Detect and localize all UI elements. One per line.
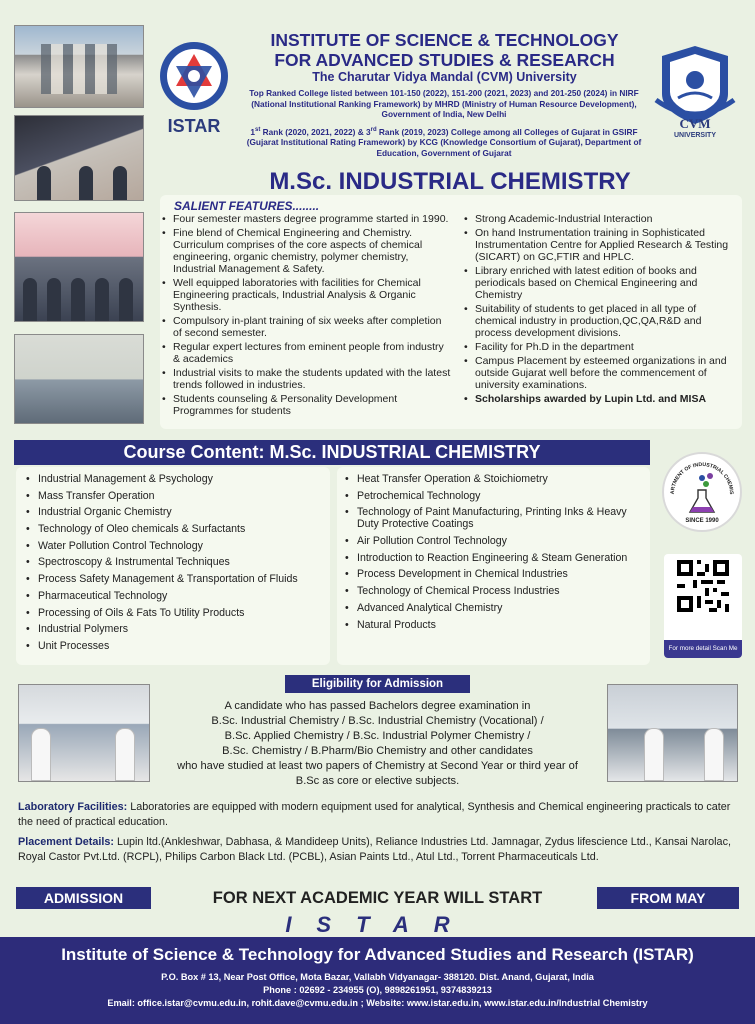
person-figure (119, 278, 133, 321)
feature-item: • Well equipped laboratories with facilities for Chemical Engineering practicals, Industrial Analysis & Organic Synthesis. (160, 277, 452, 313)
admission-month: FROM MAY (597, 887, 739, 909)
course-item: • Industrial Polymers (25, 623, 330, 635)
feature-item: • Library enriched with latest edition of books and periodicals based on Chemical Engineering and Chemistry (462, 265, 738, 301)
course-item: • Technology of Paint Manufacturing, Printing Inks & Heavy Duty Protective Coatings (344, 506, 644, 530)
salient-features-left-list (160, 213, 452, 419)
course-item: • Technology of Oleo chemicals & Surfactants (25, 523, 330, 535)
group-photo (14, 212, 144, 322)
admission-label: ADMISSION (16, 887, 151, 909)
feature-item: • Students counseling & Personality Development Programmes for students (160, 393, 452, 417)
institute-title-line1: INSTITUTE OF SCIENCE & TECHNOLOGY (270, 30, 619, 50)
svg-text:SINCE 1990: SINCE 1990 (685, 518, 719, 524)
cvm-university-logo (650, 42, 740, 138)
person-figure (704, 728, 724, 781)
course-item: • Air Pollution Control Technology (344, 535, 644, 547)
course-item: • Natural Products (344, 619, 644, 631)
course-item: • Mass Transfer Operation (25, 490, 330, 502)
qr-caption: For more detail Scan Me (664, 640, 742, 658)
eligibility-title: Eligibility for Admission (285, 675, 470, 693)
feature-item: • Scholarships awarded by Lupin Ltd. and MISA (462, 393, 738, 405)
svg-text:UNIVERSITY: UNIVERSITY (673, 132, 717, 138)
footer (0, 937, 755, 1024)
salient-features-right-list (462, 213, 738, 407)
award-photo (14, 115, 144, 201)
building-photo (14, 25, 144, 108)
course-item: • Industrial Management & Psychology (25, 473, 330, 485)
eligibility-line: B.Sc. Chemistry / B.Pharm/Bio Chemistry and other candidates (222, 745, 533, 758)
course-item: • Unit Processes (25, 640, 330, 652)
program-heading: M.Sc. INDUSTRIAL CHEMISTRY (269, 168, 631, 195)
istar-logo (148, 40, 240, 138)
qr-code-icon[interactable] (677, 560, 729, 612)
laboratory-facilities: Laboratory Facilities: Laboratories are equipped with modern equipment used for analytical, Synthesis and Chemical engineering practicals to cater the need of practical education. (18, 801, 731, 828)
qr-code-card[interactable] (664, 554, 742, 658)
course-item: • Petrochemical Technology (344, 490, 644, 502)
flask-icon (664, 454, 740, 530)
classroom-photo (14, 334, 144, 424)
eligibility-line: B.Sc. Applied Chemistry / B.Sc. Industrial Polymer Chemistry / (224, 730, 531, 743)
course-item: • Introduction to Reaction Engineering & Steam Generation (344, 552, 644, 564)
course-item: • Process Safety Management & Transportation of Fluids (25, 573, 330, 585)
course-item: • Heat Transfer Operation & Stoichiometry (344, 473, 644, 485)
person-figure (47, 278, 61, 321)
university-name: The Charutar Vidya Mandal (CVM) University (312, 70, 577, 84)
course-item: • Industrial Organic Chemistry (25, 506, 330, 518)
institute-title-line2: FOR ADVANCED STUDIES & RESEARCH (274, 50, 615, 70)
course-left-list (25, 473, 330, 657)
svg-text:DEPARTMENT OF INDUSTRIAL CHEMI: ARTMENT OF INDUSTRIAL CHEMIS (669, 461, 735, 495)
eligibility-text (155, 699, 600, 790)
course-item: • Water Pollution Control Technology (25, 540, 330, 552)
course-item: • Process Development in Chemical Industries (344, 568, 644, 580)
department-badge (662, 452, 742, 532)
footer-address-line: P.O. Box # 13, Near Post Office, Mota Bazar, Vallabh Vidyanagar- 388120. Dist. Anand, Gujarat, India (161, 972, 594, 982)
feature-item: • Suitability of students to get placed in all type of chemical industry in production,QC,QA,R&D and process development divisions. (462, 303, 738, 339)
footer-contact[interactable]: Email: office.istar@cvmu.edu.in, rohit.dave@cvmu.edu.in ; Website: www.istar.edu.in, www.istar.edu.in/Industrial Chemistry (107, 998, 648, 1008)
feature-item: • Industrial visits to make the students updated with the latest trends followed in industries. (160, 367, 452, 391)
lab-photo-left (18, 684, 150, 782)
feature-item: • On hand Instrumentation training in Sophisticated Instrumentation Centre for Applied Research & Testing (SICART) on GC,FTIR and HPLC. (462, 227, 738, 263)
lab-photo-right (607, 684, 738, 782)
feature-item: • Facility for Ph.D in the department (462, 341, 738, 353)
person-figure (113, 166, 127, 200)
eligibility-line: B.Sc as core or elective subjects. (295, 775, 460, 788)
feature-item: • Strong Academic-Industrial Interaction (462, 213, 738, 225)
person-figure (71, 278, 85, 321)
eligibility-line: who have studied at least two papers of Chemistry at Second Year or third year of (177, 760, 578, 773)
footer-institute-name: Institute of Science & Technology for Advanced Studies and Research (ISTAR) (61, 945, 694, 964)
salient-features-title: SALIENT FEATURES........ (174, 199, 320, 213)
course-item: • Technology of Chemical Process Industries (344, 585, 644, 597)
feature-item: • Four semester masters degree programme started in 1990. (160, 213, 452, 225)
istar-wordmark: ISTAR (285, 912, 475, 937)
person-figure (79, 166, 93, 200)
feature-item: • Fine blend of Chemical Engineering and Chemistry. Curriculum comprises of the core aspects of chemical engineering, organic chemistry, polymer chemistry, Industrial Management & Safety. (160, 227, 452, 275)
course-right-list (344, 473, 644, 635)
admission-message: FOR NEXT ACADEMIC YEAR WILL START (212, 889, 543, 907)
footer-phone: Phone : 02692 - 234955 (O), 9898261951, 9374839213 (263, 985, 492, 995)
feature-item: • Compulsory in-plant training of six weeks after completion of second semester. (160, 315, 452, 339)
svg-text:CVM: CVM (679, 116, 711, 131)
person-figure (95, 278, 109, 321)
person-figure (31, 728, 51, 781)
course-item: • Pharmaceutical Technology (25, 590, 330, 602)
feature-item: • Campus Placement by esteemed organizations in and outside Gujarat well before the commencement of university examinations. (462, 355, 738, 391)
person-figure (23, 278, 37, 321)
eligibility-line: A candidate who has passed Bachelors degree examination in (224, 700, 531, 712)
eligibility-line: B.Sc. Industrial Chemistry / B.Sc. Industrial Chemistry (Vocational) / (211, 715, 544, 728)
course-item: • Advanced Analytical Chemistry (344, 602, 644, 614)
course-content-title: Course Content: M.Sc. INDUSTRIAL CHEMISTRY (14, 440, 650, 465)
person-figure (37, 166, 51, 200)
course-item: • Spectroscopy & Instrumental Techniques (25, 556, 330, 568)
placement-details: Placement Details: Lupin ltd.(Ankleshwar, Dabhasa, & Mandideep Units), Reliance Industries Ltd. Jamnagar, Zydus lifescience Ltd., Kansai Narolac, Royal Castor Pvt.Ltd. (RCPL), Philips Carbon Black Ltd. (PCBL), Asian Paints Ltd., Atul Ltd., Torrent Pharmaceuticals Ltd. (18, 836, 731, 863)
course-item: • Processing of Oils & Fats To Utility Products (25, 607, 330, 619)
footer-address (0, 971, 755, 1010)
nirf-ranking-text: Top Ranked College listed between 101-150 (2022), 151-200 (2021, 2023) and 201-250 (2024) in NIRF (National Institutional Ranking Framework) by MHRD (Ministry of Human Resource Development), Government of India, New Delhi (249, 88, 639, 119)
person-figure (644, 728, 664, 781)
feature-item: • Regular expert lectures from eminent people from industry & academics (160, 341, 452, 365)
svg-text:ISTAR: ISTAR (167, 116, 221, 136)
gsirf-ranking-text: 1st Rank (2020, 2021, 2022) & 3rd Rank (2019, 2023) College among all Colleges of Gujarat in GSIRF (Gujarat Institutional Rating Framework) by KCG (Knowledge Consortium of Gujarat), Department of Education, Government of Gujarat (246, 126, 642, 158)
person-figure (115, 728, 135, 781)
